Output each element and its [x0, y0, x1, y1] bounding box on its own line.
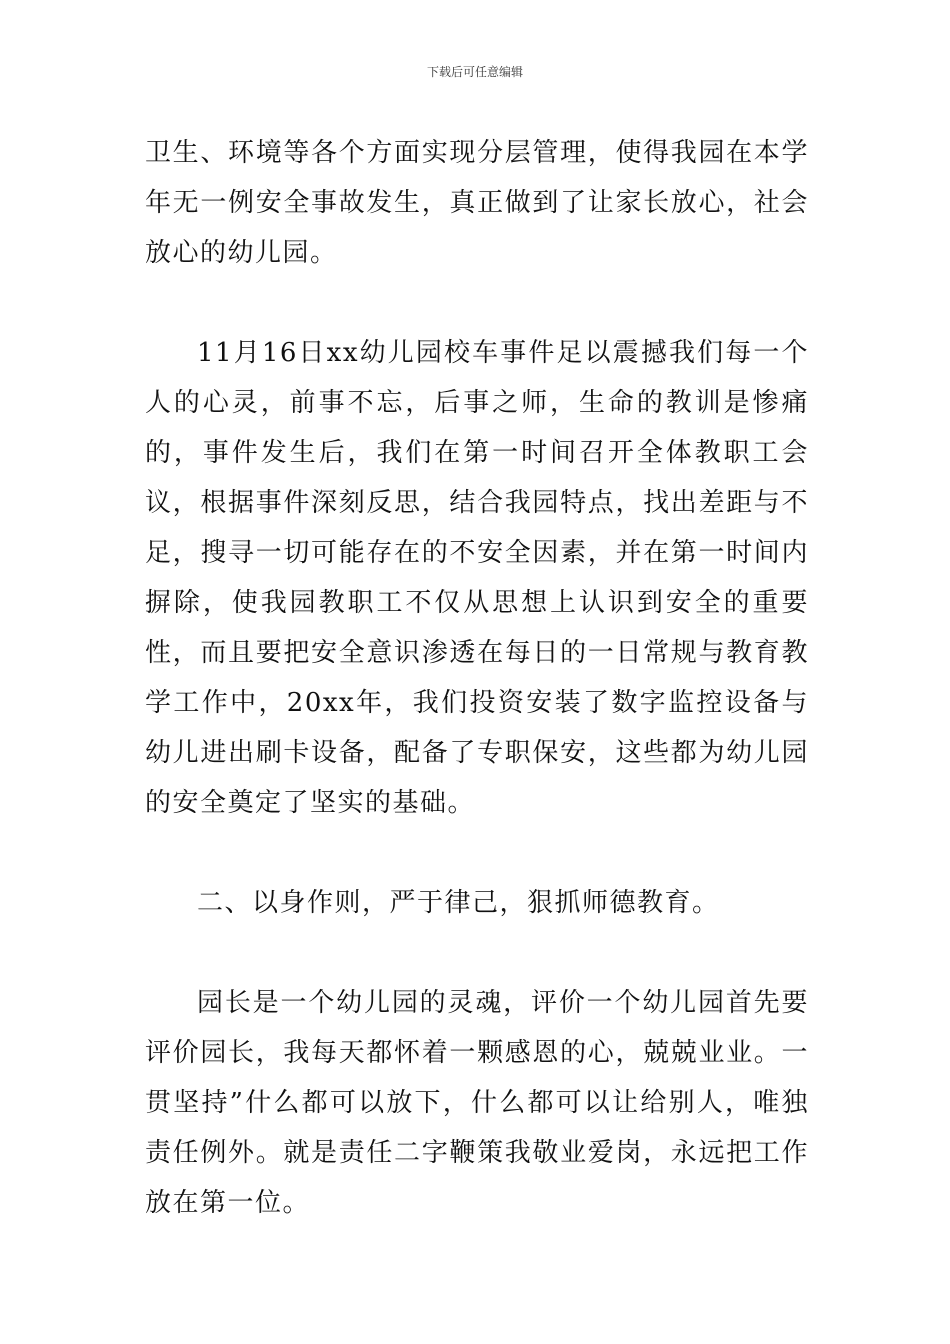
paragraph-gap — [145, 928, 809, 978]
document-body — [145, 128, 809, 1228]
page-header: 下载后可任意编辑 — [426, 65, 523, 79]
paragraph-bus-incident: 11月16日xx幼儿园校车事件足以震撼我们每一个人的心灵，前事不忘，后事之师，生命的教训是惨痛的，事件发生后，我们在第一时间召开全体教职工会议，根据事件深刻反思，结合我园特点，找出差距与不足，搜寻一切可能存在的不安全因素，并在第一时间内摒除，使我园教职工不仅从思想上认识到安全的重要性，而且要把安全意识渗透在每日的一日常规与教育教学工作中，20xx年，我们投资安装了数字监控设备与幼儿进出刷卡设备，配备了专职保安，这些都为幼儿园的安全奠定了坚实的基础。 — [145, 338, 809, 818]
paragraph-principal: 园长是一个幼儿园的灵魂，评价一个幼儿园首先要评价园长，我每天都怀着一颗感恩的心，兢兢业业。一贯坚持”什么都可以放下，什么都可以让给别人，唯独责任例外。就是责任二字鞭策我敬业爱岗，永远把工作放在第一位。 — [145, 988, 809, 1218]
paragraph-gap — [145, 828, 809, 878]
paragraph-continuation: 卫生、环境等各个方面实现分层管理，使得我园在本学年无一例安全事故发生，真正做到了让家长放心，社会放心的幼儿园。 — [145, 138, 809, 268]
section-heading: 二、以身作则，严于律己，狠抓师德教育。 — [197, 888, 720, 918]
paragraph-gap — [145, 278, 809, 328]
